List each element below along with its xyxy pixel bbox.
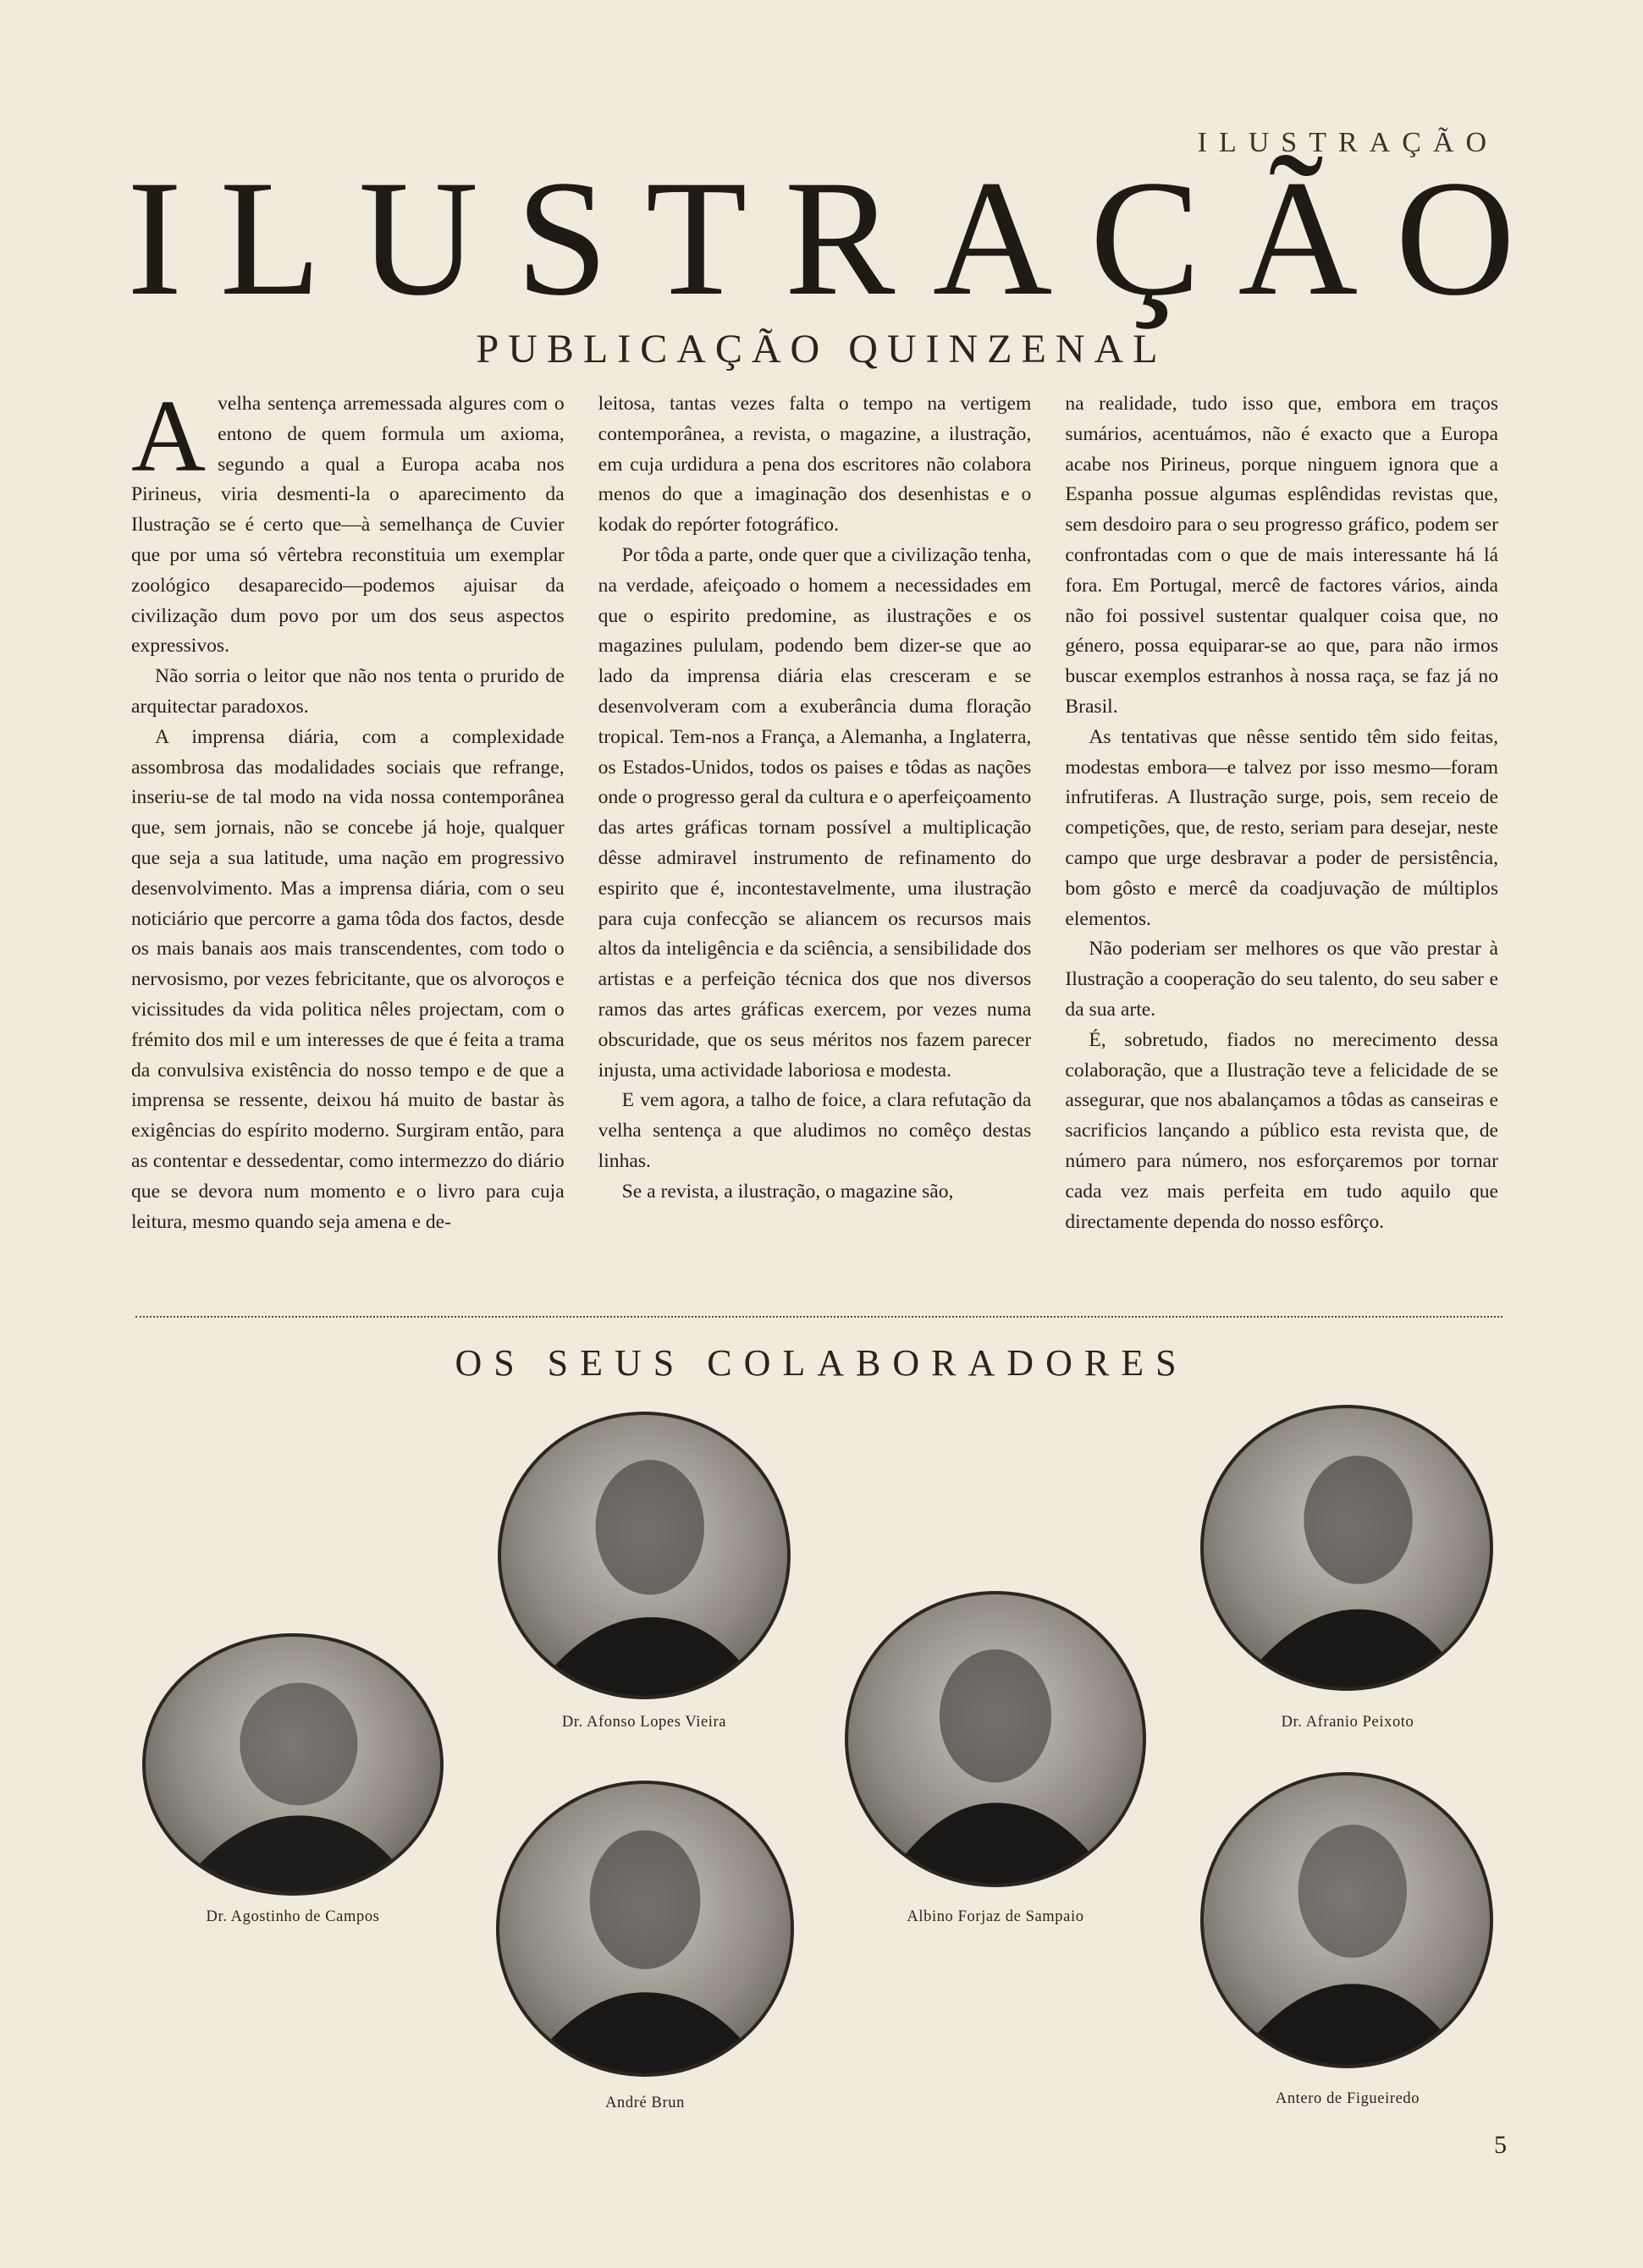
masthead-letter: U bbox=[358, 146, 479, 330]
page-number: 5 bbox=[1494, 2131, 1507, 2159]
paragraph: É, sobretudo, fiados no merecimento dessa colaboração, que a Ilustração teve a felicidade de se assegurar, que nos abalançamos a tôdas as canseiras e sacrificios lançando a público esta revista que, de número para número, nos esforçaremos por tornar cada vez mais perfeita em tudo aquilo que directamente dependa do nosso esfôrço. bbox=[1065, 1028, 1498, 1233]
masthead-letter: S bbox=[516, 146, 609, 330]
article-column-1 bbox=[131, 389, 565, 1295]
paragraph: Se a revista, a ilustração, o magazine são, bbox=[621, 1180, 954, 1203]
portrait-photo bbox=[496, 1781, 794, 2077]
portrait-silhouette bbox=[146, 1637, 440, 1892]
paragraph: na realidade, tudo isso que, embora em traços sumários, acentuámos, não é exacto que a Europa acabe nos Pirineus, porque ninguem ignora que a Espanha possue algumas esplêndidas revistas que, sem desdoiro para o seu progresso gráfico, podem ser confrontadas com o que de mais interessante há lá fora. Em Portugal, mercê de factores vários, ainda não foi possivel sustentar qualquer coisa que, no género, possa equiparar-se ao que, para não irmos buscar exemplos estranhos à nossa raça, se faz já no Brasil. bbox=[1065, 393, 1498, 718]
dotted-divider bbox=[135, 1316, 1502, 1320]
article-column-3 bbox=[1065, 389, 1498, 1295]
masthead-letter: A bbox=[932, 146, 1053, 330]
article-column-2 bbox=[598, 389, 1032, 1295]
caption: Dr. Afonso Lopes Vieira bbox=[561, 1714, 727, 1731]
masthead-letter: Ã bbox=[1238, 146, 1359, 330]
caption: Albino Forjaz de Sampaio bbox=[907, 1908, 1084, 1925]
section-title: OS SEUS COLABORADORES bbox=[455, 1342, 1188, 1384]
article-body bbox=[131, 389, 1498, 1295]
paragraph: Não sorria o leitor que não nos tenta o prurido de arquitectar paradoxos. bbox=[131, 665, 565, 718]
drop-cap: A bbox=[131, 389, 207, 493]
paragraph: leitosa, tantas vezes falta o tempo na vertigem contemporânea, a revista, o magazine, a ilustração, em cuja urdidura a pena dos escritores não colabora menos do que a imaginação dos desenhistas e o kodak do repórter fotográfico. bbox=[598, 393, 1032, 537]
portrait-silhouette bbox=[1204, 1775, 1490, 2065]
portrait-silhouette bbox=[499, 1784, 791, 2073]
paragraph: Por tôda a parte, onde quer que a civilização tenha, na verdade, afeiçoado o homem a necessidades em que o espirito predomine, as ilustrações e os magazines pululam, podendo bem dizer-se que ao lado da imprensa diária elas cresceram e se desenvolveram com a exuberância duma floração tropical. Tem-nos a França, a Alemanha, a Inglaterra, os Estados-Unidos, todos os paises e tôdas as nações onde o progresso geral da cultura e o aperfeiçoamento das artes gráficas tornam possível a multiplicação dêsse admiravel instrumento de refinamento do espirito que é, incontestavelmente, uma ilustração para cuja confecção se aliancem os recursos mais altos da inteligência e da sciência, a sensibilidade dos artistas e a perfeição técnica dos que nos diversos ramos das artes gráficas exercem, por vezes numa obscuridade, que os seus méritos nos fazem parecer injusta, uma actividade laboriosa e modesta. bbox=[598, 543, 1032, 1082]
masthead-letter: I bbox=[127, 146, 183, 330]
subtitle: PUBLICAÇÃO QUINZENAL bbox=[476, 327, 1167, 372]
running-head: ILUSTRAÇÃO bbox=[1197, 127, 1498, 158]
paragraph: A imprensa diária, com a complexidade assombrosa das modalidades sociais que refrange, inseriu-se de tal modo na vida nossa contemporânea que, sem jornais, não se concebe já hoje, qualquer que seja a sua latitude, uma nação em progressivo desenvolvimento. Mas a imprensa diária, com o seu noticiário que percorre a gama tôda dos factos, desde os mais banais aos mais transcendentes, com todo o nervosismo, por vezes febricitante, que os alvoroços e vicissitudes da vida politica nêles projectam, com o frémito dos mil e um interesses de que é feita a trama da convulsiva existência do nosso tempo e de que a imprensa se ressente, deixou há muito de bastar às exigências do espírito moderno. Surgiram então, para as contentar e dessedentar, como intermezzo do diário que se devora num momento e o livro para cuja leitura, mesmo quando seja amena e de- bbox=[131, 725, 565, 1233]
portrait-silhouette bbox=[848, 1594, 1143, 1884]
masthead-letter: O bbox=[1395, 146, 1515, 330]
caption: Antero de Figueiredo bbox=[1275, 2090, 1420, 2107]
portrait-silhouette bbox=[501, 1415, 787, 1696]
paragraph: As tentativas que nêsse sentido têm sido feitas, modestas embora—e talvez por isso mesmo—foram infrutiferas. A Ilustração surge, pois, sem receio de competições, que, de resto, seriam para desejar, neste campo que urge desbravar a poder de persistência, bom gôsto e mercê da coadjuvação de múltiplos elementos. bbox=[1065, 725, 1498, 930]
masthead-letter: R bbox=[784, 146, 896, 330]
masthead-letter: L bbox=[219, 146, 322, 330]
portrait-photo bbox=[1200, 1405, 1493, 1691]
portrait-photo bbox=[1200, 1772, 1493, 2068]
masthead-letter: T bbox=[645, 146, 747, 330]
portrait-photo bbox=[845, 1591, 1146, 1887]
caption: Dr. Agostinho de Campos bbox=[206, 1908, 380, 1925]
paragraph: velha sentença arremessada algures com o entono de quem formula um axioma, segundo a qual a Europa acaba nos Pirineus, viria desmenti-la o aparecimento da Ilustração se é certo que—à semelhança de Cuvier que por uma só vêrtebra reconstituia um exemplar zoológico desaparecido—podemos ajuisar da civilização dum povo por um dos seus aspectos expressivos. bbox=[131, 393, 565, 658]
caption: Dr. Afranio Peixoto bbox=[1281, 1714, 1414, 1731]
portrait-silhouette bbox=[1204, 1408, 1490, 1687]
paragraph: E vem agora, a talho de foice, a clara refutação da velha sentença a que aludimos no comêço destas linhas. bbox=[598, 1089, 1032, 1172]
masthead-letter: Ç bbox=[1089, 146, 1201, 330]
paragraph: Não poderiam ser melhores os que vão prestar à Ilustração a cooperação do seu talento, do seu saber e da sua arte. bbox=[1065, 938, 1498, 1021]
portrait-photo bbox=[142, 1633, 444, 1896]
portrait-photo bbox=[498, 1412, 791, 1699]
caption: André Brun bbox=[605, 2095, 685, 2111]
masthead-title bbox=[127, 146, 1515, 330]
